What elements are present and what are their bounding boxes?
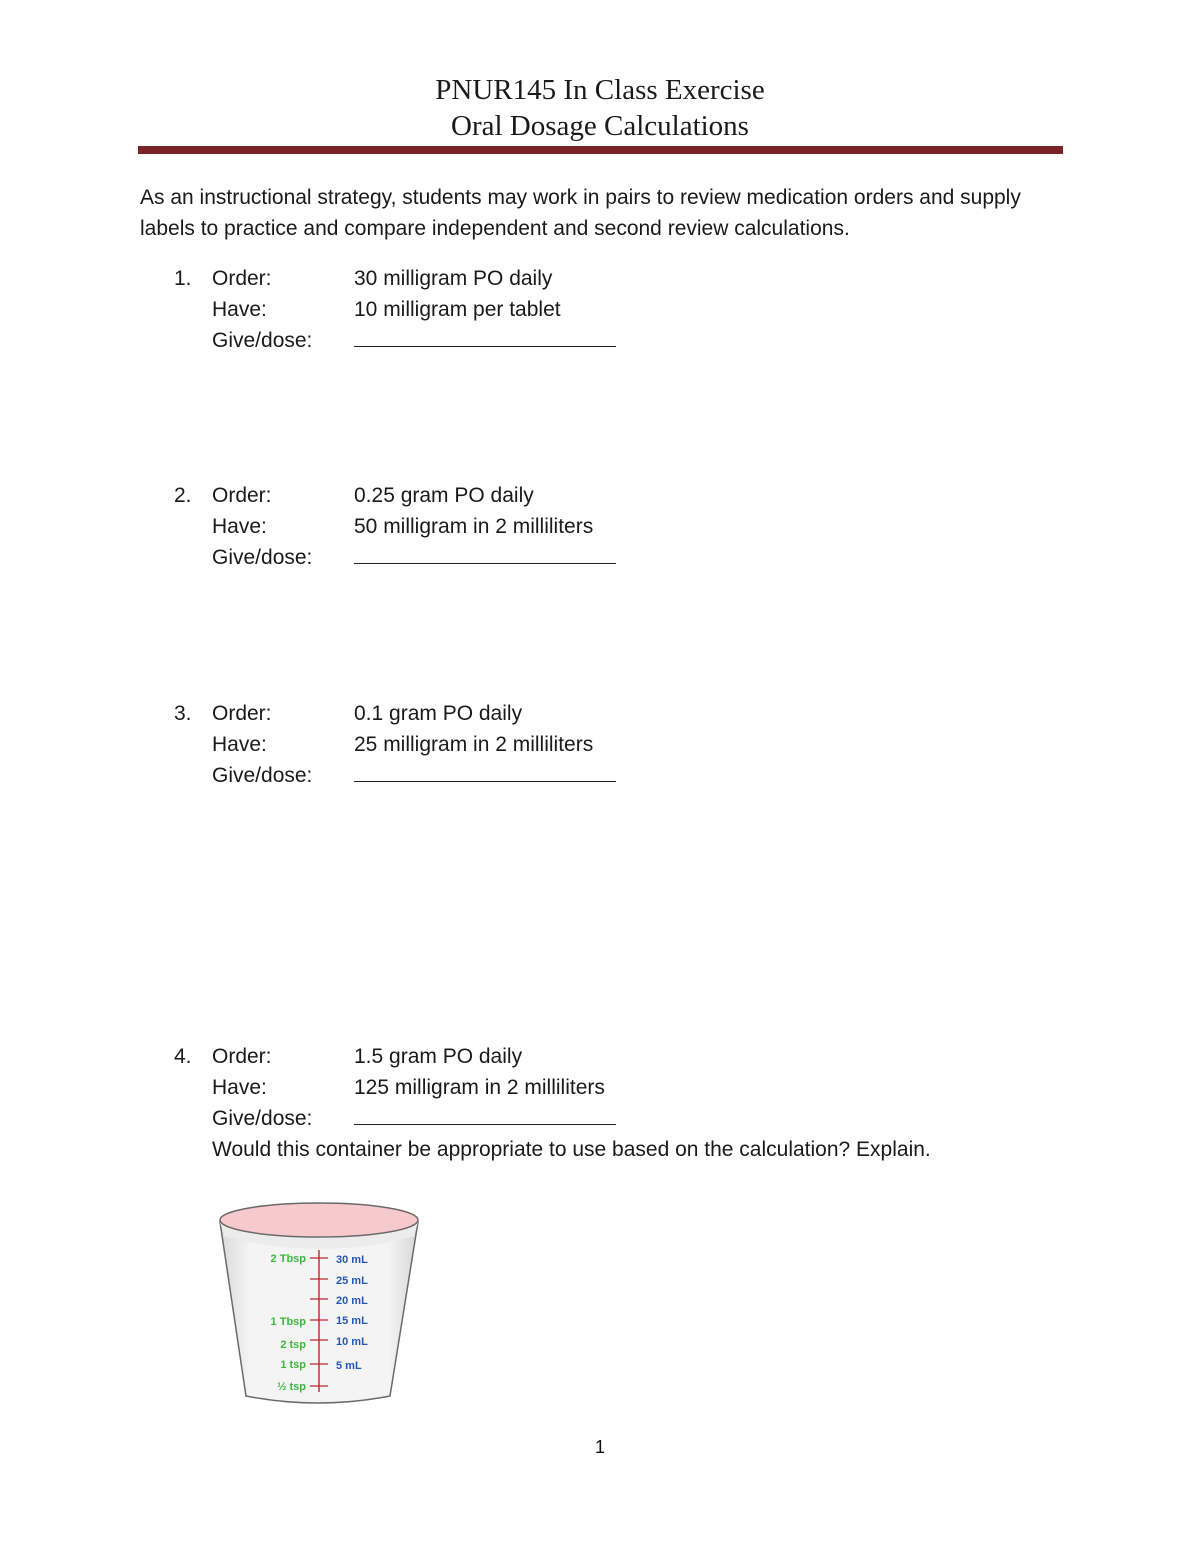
page-title-line-1: PNUR145 In Class Exercise [435,74,765,106]
cup-mark-2-tbsp: 2 Tbsp [270,1253,306,1265]
answer-blank[interactable] [354,543,616,564]
cup-mark-20-ml: 20 mL [336,1295,368,1307]
problem-number: 2. [174,484,192,507]
have-value: 50 milligram in 2 milliliters [354,515,594,538]
give-dose-label: Give/dose: [212,546,313,569]
cup-mark-1-tsp: 1 tsp [280,1359,306,1371]
intro-paragraph: As an instructional strategy, students may work in pairs to review medication orders and supply labels to practice and compare independent and second review calculations. [140,186,1021,240]
cup-mark-1-tbsp: 1 Tbsp [270,1316,306,1328]
problem-number: 1. [174,267,192,290]
order-label: Order: [212,1045,272,1068]
problem-3 [174,698,616,791]
order-value: 1.5 gram PO daily [354,1045,523,1068]
order-value: 0.1 gram PO daily [354,702,523,725]
have-label: Have: [212,1076,267,1099]
order-label: Order: [212,267,272,290]
give-dose-label: Give/dose: [212,1107,313,1130]
cup-mark-25-ml: 25 mL [336,1275,368,1287]
order-label: Order: [212,702,272,725]
problem-number: 3. [174,702,192,725]
problem-number: 4. [174,1045,192,1068]
give-dose-label: Give/dose: [212,764,313,787]
answer-blank[interactable] [354,761,616,782]
title-divider [138,146,1063,154]
cup-rim [220,1203,418,1237]
cup-mark-10-ml: 10 mL [336,1336,368,1348]
page-number: 1 [594,1437,605,1457]
have-label: Have: [212,298,267,321]
medicine-cup-image [214,1200,429,1410]
cup-mark-15-ml: 15 mL [336,1315,368,1327]
order-label: Order: [212,484,272,507]
give-dose-label: Give/dose: [212,329,313,352]
order-value: 0.25 gram PO daily [354,484,534,507]
order-value: 30 milligram PO daily [354,267,553,290]
answer-blank[interactable] [354,326,616,347]
answer-blank[interactable] [354,1104,616,1125]
cup-mark-30-ml: 30 mL [336,1254,368,1266]
cup-mark-5-ml: 5 mL [336,1360,362,1372]
have-value: 10 milligram per tablet [354,298,561,321]
cup-mark-half-tsp: ½ tsp [277,1381,306,1393]
cup-mark-2-tsp: 2 tsp [280,1339,306,1351]
page-title-line-2: Oral Dosage Calculations [451,110,749,142]
have-value: 25 milligram in 2 milliliters [354,733,594,756]
have-label: Have: [212,733,267,756]
problem-2 [174,480,616,573]
have-value: 125 milligram in 2 milliliters [354,1076,605,1099]
problem-1 [174,263,616,356]
container-question: Would this container be appropriate to use based on the calculation? Explain. [212,1138,931,1161]
problem-4 [174,1041,931,1165]
have-label: Have: [212,515,267,538]
